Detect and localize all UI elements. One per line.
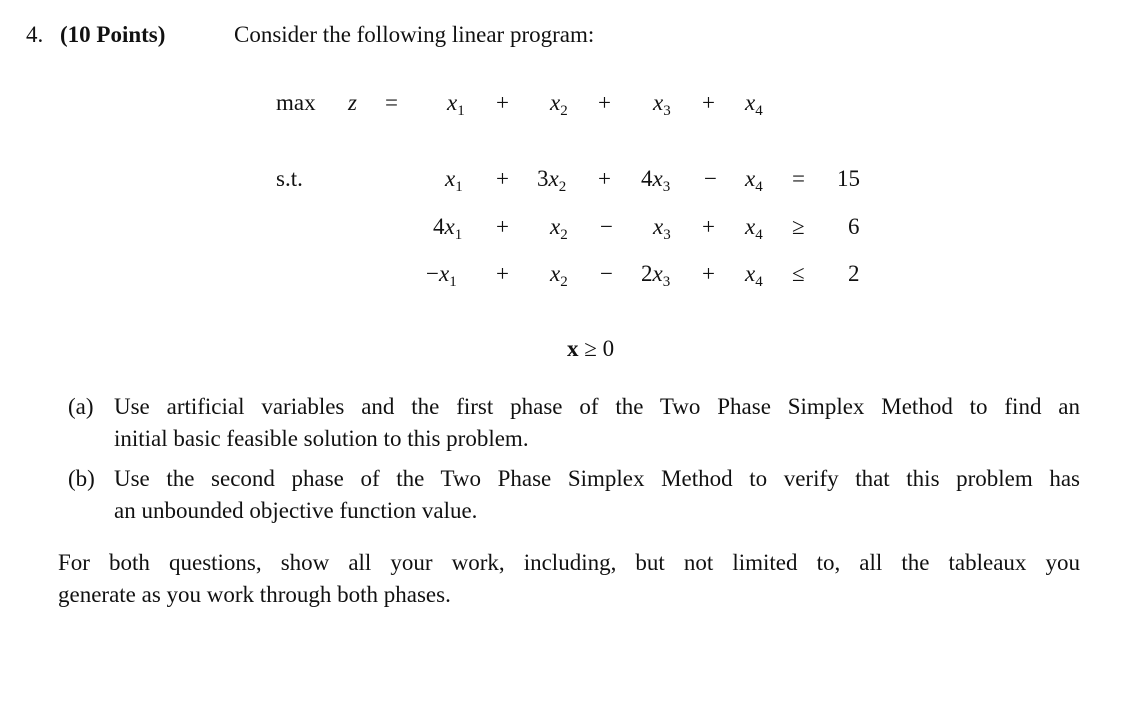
instructions-line1: For both questions, show all your work, including, but not limited to, all the tableaux you [58, 550, 1080, 575]
constraint-op-2: + [598, 166, 611, 191]
problem-number: 4. [26, 22, 44, 47]
constraint-term-x1: $-x_1$ [426, 261, 457, 290]
constraint-op-3: + [702, 261, 715, 286]
objective-plus-2: + [598, 90, 611, 115]
constraint-relation: ≥ [792, 214, 805, 239]
part-a-label: (a) [68, 394, 94, 419]
constraint-term-x3: $x_3$ [653, 214, 671, 243]
constraint-rhs: 15 [837, 166, 860, 191]
objective-max: max [276, 90, 316, 115]
objective-term-x4: $x_4$ [745, 90, 763, 119]
objective-term-x3: $x_3$ [653, 90, 671, 119]
constraint-term-x1: $x_1$ [445, 166, 463, 195]
constraint-term-x1: $4x_1$ [433, 214, 463, 243]
objective-z: z [348, 90, 357, 115]
instructions-line2: generate as you work through both phases. [58, 582, 451, 607]
constraint-op-1: + [496, 261, 509, 286]
objective-plus-1: + [496, 90, 509, 115]
constraint-op-2: − [600, 261, 613, 286]
constraints-label: s.t. [276, 166, 303, 191]
objective-equals: = [385, 90, 398, 115]
constraint-op-1: + [496, 214, 509, 239]
part-b-label: (b) [68, 466, 95, 491]
objective-term-x2: $x_2$ [550, 90, 568, 119]
constraint-rhs: 2 [848, 261, 860, 286]
constraint-term-x4: $x_4$ [745, 214, 763, 243]
part-a-text-line2: initial basic feasible solution to this problem. [114, 426, 529, 451]
objective-plus-3: + [702, 90, 715, 115]
constraint-op-3: − [704, 166, 717, 191]
constraint-rhs: 6 [848, 214, 860, 239]
constraint-op-1: + [496, 166, 509, 191]
constraint-relation: ≤ [792, 261, 805, 286]
constraint-relation: = [792, 166, 805, 191]
constraint-op-3: + [702, 214, 715, 239]
constraint-op-2: − [600, 214, 613, 239]
constraint-term-x2: $x_2$ [550, 214, 568, 243]
constraint-term-x3: $4x_3$ [641, 166, 671, 195]
nonnegativity-constraint: x ≥ 0 [567, 336, 615, 361]
part-b-text-line2: an unbounded objective function value. [114, 498, 478, 523]
constraint-term-x2: $x_2$ [550, 261, 568, 290]
constraint-term-x2: $3x_2$ [537, 166, 567, 195]
part-a-text-line1: Use artificial variables and the first phase of the Two Phase Simplex Method to find an [114, 394, 1080, 419]
problem-intro: Consider the following linear program: [234, 22, 595, 47]
constraint-term-x3: $2x_3$ [641, 261, 671, 290]
constraint-term-x4: $x_4$ [745, 261, 763, 290]
problem-points: (10 Points) [60, 22, 166, 47]
constraint-term-x4: $x_4$ [745, 166, 763, 195]
part-b-text-line1: Use the second phase of the Two Phase Simplex Method to verify that this problem has [114, 466, 1080, 491]
objective-term-x1: $x_1$ [447, 90, 465, 119]
